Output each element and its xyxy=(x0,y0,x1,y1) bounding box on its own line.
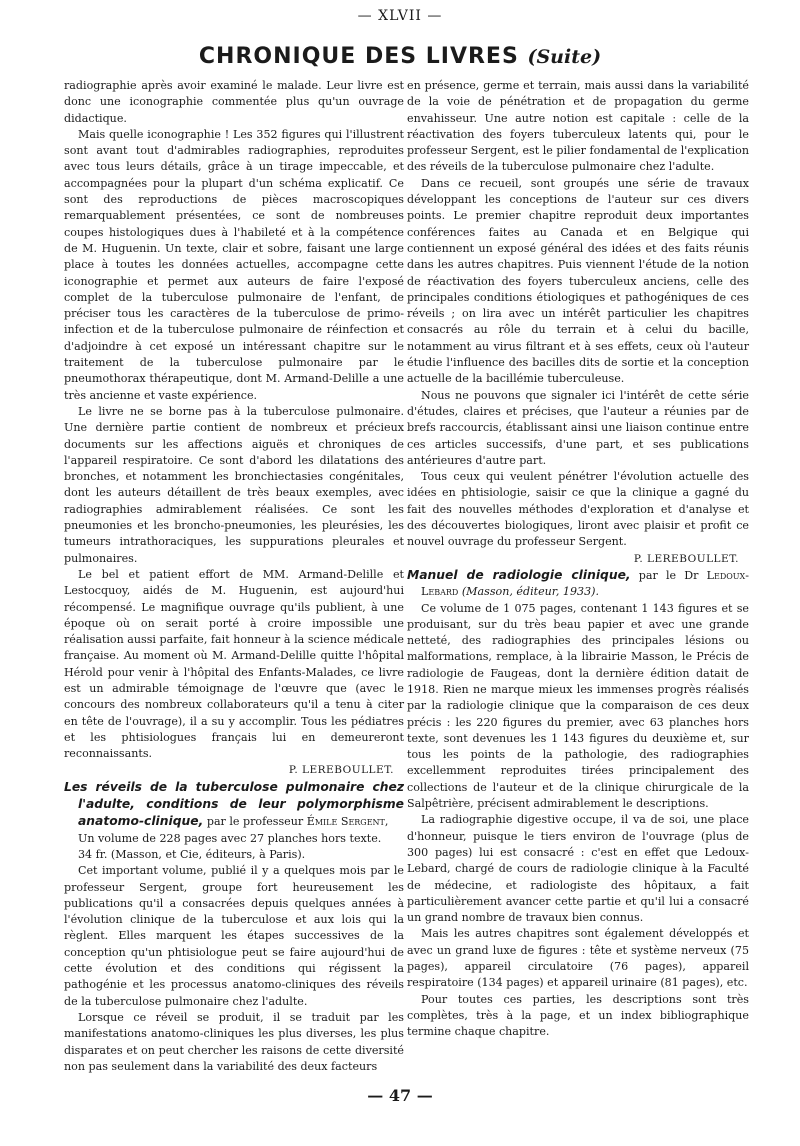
paragraph: Mais quelle iconographie ! Les 352 figures qui l'illustrent sont avant tout d'admirables radiographies, reproduites avec tous leurs détails, grâce à un tirage impeccable, et accompagnées pour la plupart d'un schéma explicatif. Ce sont des reproductions de pièces macroscopiques remarquablement présentées, ce sont de nombreuses coupes histologiques dues à l'habileté et à la compétence de M. Huguenin. Un texte, clair et sobre, faisant une large place à toutes les données actuelles, accompagne cette iconographie et permet aux auteurs de faire l'exposé complet de la tuberculose pulmonaire de l'enfant, de préciser tous les caractères de la tuberculose de primo-infection et de la tuberculose pulmonaire de réinfection et d'adjoindre à cet exposé un intéressant chapitre sur le traitement de la tuberculose pulmonaire par le pneumothorax thérapeutique, dont M. Armand-Delille a une très ancienne et vaste expérience. xyxy=(64,127,404,402)
paragraph: Pour toutes ces parties, les descriptions sont très complètes, très à la page, et un index bibliographique termine chaque chapitre. xyxy=(407,992,749,1039)
left-column xyxy=(64,78,404,1075)
paragraph: Le bel et patient effort de MM. Armand-Delille et Lestocquoy, aidés de M. Huguenin, est aujourd'hui récompensé. Le magnifique ouvrage qu'ils publient, à une époque où on serait porté à croire impossible une réalisation aussi parfaite, fait honneur à la science médicale française. Au moment où M. Armand-Delille quitte l'hôpital Hérold pour venir à l'hôpital des Enfants-Malades, ce livre est un admirable témoignage de l'œuvre que (avec le concours des nombreux collaborateurs qu'il a tenu à citer en tête de l'ouvrage), il a su y accomplir. Tous les pédiatres et les phtisiologues français lui en demeureront reconnaissants. xyxy=(64,567,404,761)
paragraph: La radiographie digestive occupe, il va de soi, une place d'honneur, puisque le tiers environ de l'ouvrage (plus de 300 pages) lui est consacré : c'est en effet que Ledoux-Lebard, chargé de cours de radiologie clinique à la Faculté de médecine, et radiologiste des hôpitaux, a fait particulièrement avancer cette partie et qu'il lui a consacré un grand nombre de travaux bien connus. xyxy=(407,813,749,925)
paragraph: Lorsque ce réveil se produit, il se traduit par les manifestations anatomo-cliniques les plus diverses, les plus disparates et on peut chercher les raisons de cette diversité non pas seulement dans la variabilité des deux facteurs xyxy=(64,1010,404,1073)
publication-info: (Masson, éditeur, 1933). xyxy=(461,585,600,599)
section-suite: (Suite) xyxy=(527,46,602,68)
paragraph: Ce volume de 1 075 pages, contenant 1 143 figures et se produisant, sur du très beau papier et avec une grande netteté, des radiographies des principales lésions ou malformations, remplace, à la librairie Masson, le Précis de radiologie de Faugeas, dont la dernière édition datait de 1918. Rien ne marque mieux les immenses progrès réalisés par la radiologie clinique que la comparaison de ces deux précis : les 220 figures du premier, avec 63 planches hors texte, sont devenues les 1 143 figures du deuxième et, sur tous les points de la pathologie, des radiographies excellemment reproduites tirées principalement des collections de l'auteur et de la clinique chirurgicale de la Salpêtrière, précisent admirablement le descriptions. xyxy=(407,601,749,811)
section-header xyxy=(0,44,800,69)
paragraph: en présence, germe et terrain, mais aussi dans la variabilité de la voie de pénétration et de propagation du germe envahisseur. Une autre notion est capitale : celle de la réactivation des foyers tuberculeux latents qui, pour le professeur Sergent, est le pilier fondamental de l'explication des réveils de la tuberculose pulmonaire chez l'adulte. xyxy=(407,79,749,174)
review-author: Émile Sergent, xyxy=(306,815,389,829)
review-author-prefix: par le professeur xyxy=(206,815,304,829)
paragraph: Cet important volume, publié il y a quelques mois par le professeur Sergent, groupe fort heureusement les publications qu'il a consacrées depuis quelques années à l'évolution clinique de la tuberculose et aux lois qui la règlent. Elles marquent les étapes successives de la conception qu'un phtisiologue peut se faire aujourd'hui de cette évolution et des conditions qui régissent la pathogénie et les processus anatomo-cliniques des réveils de la tuberculose pulmonaire chez l'adulte. xyxy=(64,864,404,1008)
publication-info: Un volume de 228 pages avec 27 planches hors texte. xyxy=(78,831,382,845)
paragraph: radiographie après avoir examiné le malade. Leur livre est donc une iconographie commentée plus qu'un ouvrage didactique. xyxy=(64,79,404,125)
page-number: — 47 — xyxy=(367,1086,433,1105)
signature: P. LEREBOULLET. xyxy=(633,552,739,565)
roman-page-numeral: — XLVII — xyxy=(357,8,443,24)
paragraph: Tous ceux qui veulent pénétrer l'évolution actuelle des idées en phtisiologie, saisir ce que la clinique a gagné du fait des nouvelles méthodes d'exploration et d'analyse et des découvertes biologiques, liront avec plaisir et profit ce nouvel ouvrage du professeur Sergent. xyxy=(407,470,749,549)
paragraph: Dans ce recueil, sont groupés une série de travaux développant les conceptions de l'auteur sur ces divers points. Le premier chapitre reproduit deux importantes conférences faites au Canada et en Belgique qui contiennent un exposé général des idées et des faits réunis dans les autres chapitres. Puis viennent l'étude de la notion de réactivation des foyers tuberculeux anciens, celle des principales conditions étiologiques et pathogéniques de ces réveils ; on lira avec un intérêt particulier les chapitres consacrés au rôle du terrain et à celui du bacille, notamment au virus filtrant et à ses effets, ceux où l'auteur étudie l'influence des bacilles dits de sortie et la conception actuelle de la bacillémie tuberculeuse. xyxy=(407,176,749,386)
review-author-prefix: par le Dr xyxy=(638,568,699,582)
review-title: Manuel de radiologie clinique, xyxy=(407,567,631,582)
section-title: CHRONIQUE DES LIVRES xyxy=(198,44,519,69)
review-heading xyxy=(407,567,749,601)
signature: P. LEREBOULLET. xyxy=(288,764,394,777)
paragraph: Mais les autres chapitres sont également développés et avec un grand luxe de figures : tête et système nerveux (75 pages), appareil circulatoire (76 pages), appareil respiratoire (134 pages) et appareil urinaire (81 pages), etc. xyxy=(407,927,749,990)
right-column xyxy=(407,78,749,1041)
review-heading xyxy=(64,779,404,831)
publication-info: 34 fr. (Masson, et Cie, éditeurs, à Paris). xyxy=(78,847,306,861)
review-title: Les réveils de la tuberculose pulmonaire chez l'adulte, conditions de leur polymorphisme anatomo-clinique, xyxy=(64,779,404,829)
paragraph: Le livre ne se borne pas à la tuberculose pulmonaire. Une dernière partie contient de nombreux et précieux documents sur les affections aiguës et chroniques de l'appareil respiratoire. Ce sont d'abord les dilatations des bronches, et notamment les bronchiectasies congénitales, dont les auteurs détaillent de très beaux exemples, avec radiographies admirablement réalisées. Ce sont les pneumonies et les broncho-pneumonies, les pleurésies, les tumeurs intrathoraciques, les suppurations pleurales et pulmonaires. xyxy=(64,404,404,565)
review-author: Ledoux-Lebard xyxy=(421,568,749,599)
paragraph: Nous ne pouvons que signaler ici l'intérêt de cette série d'études, claires et précises, que l'auteur a réunies par de brefs raccourcis, établissant ainsi une liaison continue entre ces articles successifs, d'une part, et ses publications antérieures d'autre part. xyxy=(407,388,749,467)
